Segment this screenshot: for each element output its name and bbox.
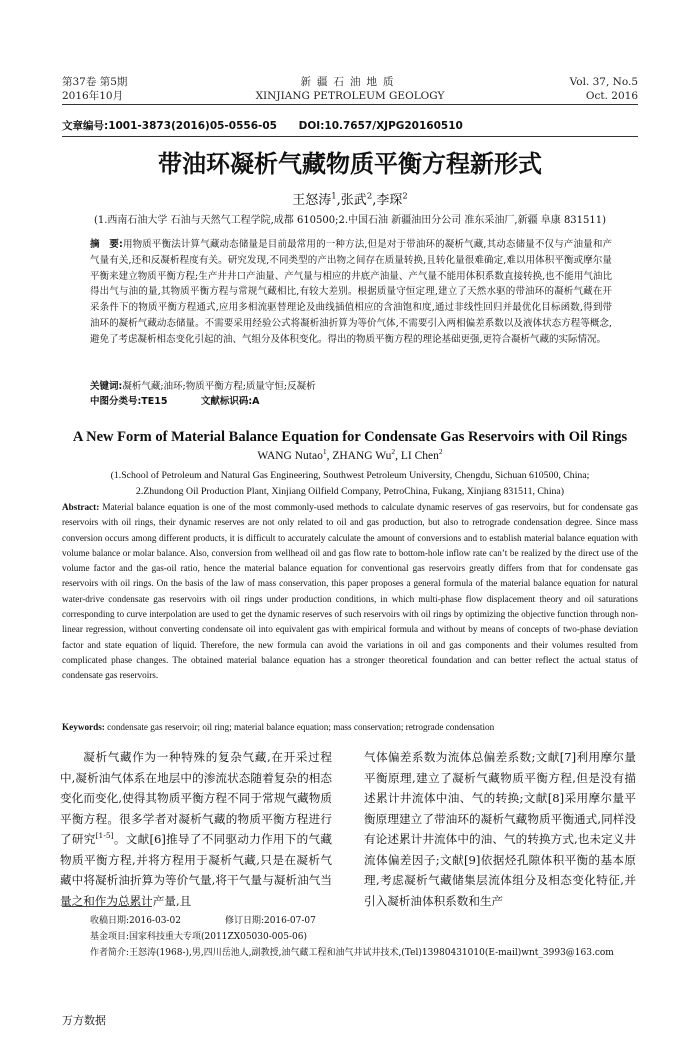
affiliation-cn: (1.西南石油大学 石油与天然气工程学院,成都 610500;2.中国石油 新疆油田分公司 准东采油厂,新疆 阜康 831511) xyxy=(93,215,607,226)
header-rule xyxy=(62,104,638,105)
abstract-cn xyxy=(90,237,612,348)
abstract-en-text: Material balance equation is one of the most commonly-used methods to calculate dynamic reserves of gas reservoirs, but for condensate gas reservoirs with oil rings, their dynamic reserves are not only related to oil and gas production, but also to retrograde condensation degree. Since mass conversion occurs among different products, it is difficult to accurately calculate the amount of conversions and to establish material balance equation with volume balance or molar balance. Also, conversion from wellhead oil and gas flow rate to bottom-hole inflow rate can’t be realized by the direct use of the volume factor and the gas-oil ratio, hence the material balance equation for conventional gas reservoirs greatly differs from that for condensate gas reservoirs with oil rings. On the basis of the law of mass conservation, this paper proposes a general formula of the material balance equation for natural water-drive condensate gas reservoirs with oil rings under production conditions, in which multi-phase flow displacement theory and oil saturations corresponding to curve interpolation are used to get the dynamic reserves of such reservoirs with oil rings by optimizing the objective function through non-linear regression, without converting condensate oil into equivalent gas with empirical formula and without by means of concepts of two-phase deviation factor and state equation of liquid. Therefore, the new formula can avoid the variations in oil and gas components and their volumes resulted from complicated phase changes. The obtained material balance equation has a stronger theoretical foundation and can better reflect the actual status of condensate gas reservoirs. xyxy=(62,502,638,681)
revised-date: 修订日期:2016-07-07 xyxy=(224,916,316,926)
author-cn-3-affil: 2 xyxy=(402,190,408,201)
abstract-en xyxy=(62,500,638,684)
author-en-3-affil: 2 xyxy=(438,447,443,457)
journal-name-cn: 新疆石油地质 xyxy=(300,76,400,88)
author-cn-3: 李琛 xyxy=(376,193,403,208)
author-en-2: ZHANG Wu xyxy=(332,450,392,462)
affiliation-en-line2: 2.Zhundong Oil Production Plant, Xinjiang Oilfield Company, PetroChina, Fukang, Xinjiang 831511, China) xyxy=(135,486,565,497)
keywords-cn xyxy=(90,379,612,394)
body-column-left xyxy=(60,747,332,911)
doi: DOI:10.7657/XJPG20160510 xyxy=(298,120,463,132)
issue-date-en: Oct. 2016 xyxy=(585,90,638,102)
title-en: A New Form of Material Balance Equation for Condensate Gas Reservoirs with Oil Rings xyxy=(72,429,628,445)
document-code: 文献标识码:A xyxy=(200,396,260,407)
author-cn-2: 张武 xyxy=(340,193,367,208)
running-header-right xyxy=(570,75,638,103)
meta-rule xyxy=(62,136,638,137)
affiliation-en xyxy=(62,468,638,500)
footnote-fund: 基金项目:国家科技重大专项(2011ZX05030-005-06) xyxy=(90,932,307,942)
authors-en: WANG Nutao$^1$, ZHANG Wu$^2$, LI Chen$^2$ xyxy=(257,447,443,462)
keywords-en-text: condensate gas reservoir; oil ring; material balance equation; mass conservation; retrograde condensation xyxy=(107,722,495,732)
classification-cn xyxy=(90,394,612,409)
author-cn-1: 王怒涛 xyxy=(292,193,332,208)
author-cn-2-affil: 2 xyxy=(366,190,373,201)
author-en-3: LI Chen xyxy=(400,450,439,462)
volume-issue: 第37卷 第5期 xyxy=(62,76,128,88)
running-header-center xyxy=(200,75,500,103)
volume-en: Vol. 37, No.5 xyxy=(569,76,638,88)
affiliation-en-line1: (1.School of Petroleum and Natural Gas Engineering, Southwest Petroleum University, Chengdu, Sichuan 610500, China; xyxy=(110,470,590,481)
running-header-left xyxy=(62,75,127,103)
citation-ref: [1-5] xyxy=(95,831,114,841)
footnote-rule xyxy=(62,906,152,907)
keywords-cn-text: 凝析气藏;油环;物质平衡方程;质量守恒;反凝析 xyxy=(122,381,316,392)
author-en-1-affil: 1 xyxy=(322,447,327,457)
footnote-dates xyxy=(90,914,650,929)
title-cn: 带油环凝析气藏物质平衡方程新形式 xyxy=(158,150,542,178)
keywords-en-label: Keywords: xyxy=(62,722,105,732)
footnote-author-bio: 作者简介:王怒涛(1968-),男,四川岳池人,副教授,油气藏工程和油气井试井技术,(Tel)13980431010(E-mail)wnt_3993@163.com xyxy=(90,948,614,958)
abstract-cn-label: 摘 要: xyxy=(90,239,123,250)
abstract-en-label: Abstract: xyxy=(62,502,100,512)
article-number: 文章编号:1001-3873(2016)05-0556-05 xyxy=(62,120,277,132)
body-column-right: 气体偏差系数为流体总偏差系数;文献[7]利用摩尔量平衡原理,建立了凝析气藏物质平衡方程,但是没有描述累计井流体中油、气的转换;文献[8]采用摩尔量平衡原理建立了带油环的凝析气藏物质平衡通式,同样没有论述累计井流体中的油、气的转换方式,也未定义井流体偏差因子;文献[9]依据烃孔隙体积平衡的基本原理,考虑凝析气藏储集层流体组分及相态变化特征,并引入凝析油体积系数和生产 xyxy=(364,750,636,908)
body-left-text-1: 凝析气藏作为一种特殊的复杂气藏,在开采过程中,凝析油气体系在地层中的渗流状态随着复杂的相态变化而变化,使得其物质平衡方程不同于常规气藏物质平衡方程。很多学者对凝析气藏的物质平衡方程进行了研究 xyxy=(60,750,332,846)
received-date: 收稿日期:2016-03-02 xyxy=(90,916,181,926)
article-meta xyxy=(62,118,481,133)
clc-number: 中图分类号:TE15 xyxy=(90,396,168,407)
authors-cn: 王怒涛$^1$,张武$^2$,李琛$^2$ xyxy=(292,190,408,208)
watermark: 万方数据 xyxy=(62,1014,106,1027)
keywords-en xyxy=(62,720,638,735)
author-en-1: WANG Nutao xyxy=(257,450,323,462)
author-cn-1-affil: 1 xyxy=(331,190,337,201)
body-left-text-2: 。文献[6]推导了不同驱动力作用下的气藏物质平衡方程,并将方程用于凝析气藏,只是在凝析气藏中将凝析油折算为等价气量,将干气量与凝析油气当量之和作为总累计产量,且 xyxy=(60,832,332,908)
issue-date-cn: 2016年10月 xyxy=(62,90,124,102)
author-en-2-affil: 2 xyxy=(391,447,396,457)
journal-name-en: XINJIANG PETROLEUM GEOLOGY xyxy=(255,90,445,102)
keywords-cn-label: 关键词: xyxy=(90,381,123,392)
abstract-cn-text: 用物质平衡法计算气藏动态储量是目前最常用的一种方法,但是对于带油环的凝析气藏,其动态储量不仅与产油量和产气量有关,还和反凝析程度有关。研究发现,不同类型的产出物之间存在质量转换,且转化量很难确定,难以用体积平衡或摩尔量平衡来建立物质平衡方程;生产井井口产油量、产气量与相应的井底产油量、产气量不能用体积系数直接转换,也不能用气油比得出气与油的量,其物质平衡方程与常规气藏相比,有较大差别。根据质量守恒定理,建立了天然水驱的带油环的凝析气藏在开采条件下的物质平衡方程通式,应用多相流驱替理论及曲线插值相应的含油饱和度,通过非线性回归并最优化目标函数,得到带油环的凝析气藏动态储量。不需要采用经验公式将凝析油折算为等价气体,不需要引入两相偏差系数以及液体状态方程等概念,避免了考虑凝析相态变化引起的油、气组分及体积变化。得出的物质平衡方程的理论基础更强,更符合凝析气藏的实际情况。 xyxy=(90,239,612,345)
